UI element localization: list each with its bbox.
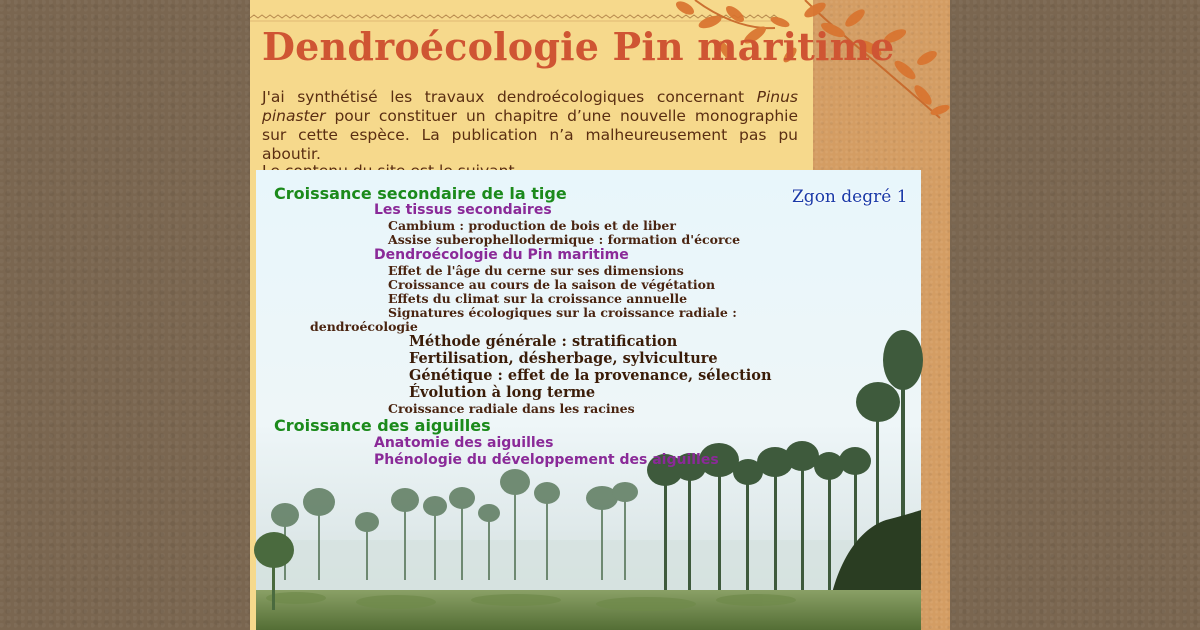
intro-paragraph: [262, 88, 798, 164]
zgon-degree-badge[interactable]: Zgon degré 1: [792, 187, 908, 207]
toc-item-stratification[interactable]: Méthode générale : stratification: [409, 333, 678, 350]
toc-item-roots[interactable]: Croissance radiale dans les racines: [388, 401, 635, 416]
toc-item-genetics[interactable]: Génétique : effet de la provenance, sélection: [409, 367, 772, 384]
toc-section-needle-growth[interactable]: Croissance des aiguilles: [274, 416, 491, 435]
toc-item-ecological-signatures-cont[interactable]: dendroécologie: [310, 319, 418, 334]
toc-item-season-growth[interactable]: Croissance au cours de la saison de végétation: [388, 277, 716, 292]
pine-forest-photo: [256, 170, 921, 630]
intro-text-continued: pour constituer un chapitre d’une nouvelle monographie sur cette espèce. La publication n’a malheureusement pas pu aboutir.: [262, 107, 798, 163]
intro-cut-line: [262, 162, 642, 170]
toc-item-bark[interactable]: Assise suberophellodermique : formation d'écorce: [388, 232, 741, 247]
toc-subsection-needle-phenology[interactable]: Phénologie du développement des aiguilles: [374, 452, 719, 468]
toc-item-ecological-signatures[interactable]: Signatures écologiques sur la croissance radiale :: [388, 305, 737, 320]
species-name: Pinus pinaster: [262, 88, 798, 125]
toc-item-fertilisation[interactable]: Fertilisation, désherbage, sylviculture: [409, 350, 718, 367]
toc-subsection-secondary-tissues[interactable]: Les tissus secondaires: [374, 202, 552, 218]
page-title: Dendroécologie Pin maritime: [262, 24, 895, 69]
toc-item-ring-age[interactable]: Effet de l'âge du cerne sur ses dimensions: [388, 263, 684, 278]
toc-item-climate[interactable]: Effets du climat sur la croissance annuelle: [388, 291, 688, 306]
toc-item-cambium[interactable]: Cambium : production de bois et de liber: [388, 218, 676, 233]
toc-subsection-dendroecology[interactable]: Dendroécologie du Pin maritime: [374, 247, 629, 263]
toc-subsection-needle-anatomy[interactable]: Anatomie des aiguilles: [374, 435, 554, 451]
page-column: [250, 0, 950, 630]
toc-section-stem-growth[interactable]: Croissance secondaire de la tige: [274, 184, 567, 203]
toc-item-long-term[interactable]: Évolution à long terme: [409, 384, 596, 401]
intro-text: J'ai synthétisé les travaux dendroécologiques concernant: [262, 88, 757, 106]
